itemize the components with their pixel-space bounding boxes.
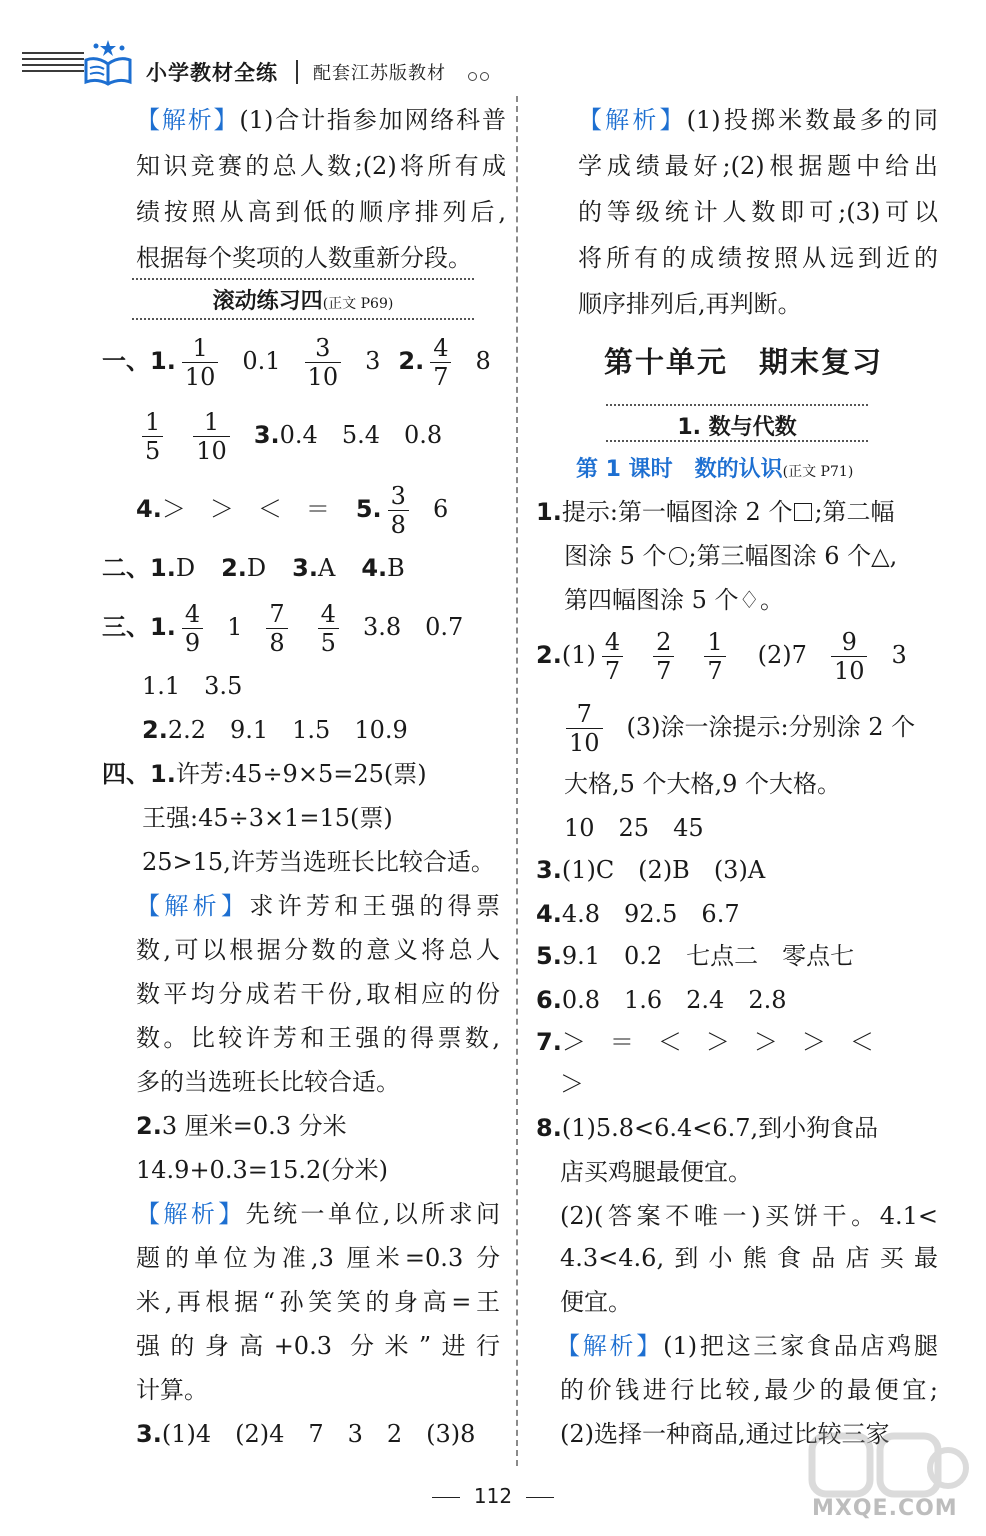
answer-line: 1.提示:第一幅图涂 2 个 ;第二幅 — [536, 498, 895, 526]
answer-line: 4.＞ ＞ ＜ ＝ 5. $\frac{3}{8}$ 6 — [136, 482, 449, 539]
answer-line: 便宜。 — [560, 1288, 632, 1316]
subsection-rule-top — [606, 404, 868, 406]
answer-line: 一、1. $\frac{1}{10}$ 0.1 $\frac{3}{10}$ 3 2. $\frac{4}{7}$ 8 — [102, 334, 491, 391]
answer-line: 3.(1)4 (2)4 7 3 2 (3)8 — [136, 1420, 476, 1448]
lesson-title: 第 1 课时 数的认识(正文 P71) — [576, 457, 854, 482]
section-rule-top — [132, 278, 474, 280]
column-divider — [516, 96, 518, 1466]
watermark-text: MXQE.COM — [812, 1496, 958, 1521]
answer-line: 1.1 3.5 — [142, 672, 243, 700]
analysis-line: 米,再根据“孙笑笑的身高=王 — [136, 1288, 500, 1316]
answer-line: 6.0.8 1.6 2.4 2.8 — [536, 986, 787, 1014]
header-subtitle: 配套江苏版教材 — [313, 63, 446, 84]
header-dots — [468, 66, 492, 85]
answer-line: 3.(1)C (2)B (3)A — [536, 856, 766, 884]
section-rule-bottom — [132, 318, 474, 320]
answer-line: 四、1.许芳:45÷9×5=25(票) — [102, 760, 427, 788]
analysis-line: 【解析】(1)投掷米数最多的同 — [578, 106, 939, 134]
analysis-line: 数,可以根据分数的意义将总人 — [136, 936, 500, 964]
answer-line: 4.3<4.6,到小熊食品店买最 — [560, 1244, 938, 1272]
answer-line: $\frac{1}{5}$ $\frac{1}{10}$ 3.0.4 5.4 0.8 — [136, 410, 442, 463]
analysis-line: 【解析】(1)合计指参加网络科普 — [136, 106, 507, 134]
analysis-line: 根据每个奖项的人数重新分段。 — [136, 244, 472, 272]
answer-line: 三、1. $\frac{4}{9}$ 1 $\frac{7}{8}$ $\frac{4}{5}$ 3.8 0.7 — [102, 600, 464, 657]
subsection-title: 1. 数与代数 — [677, 415, 797, 440]
answer-line: 2.(1) $\frac{4}{7}$ $\frac{2}{7}$ $\frac{1}{7}$ (2)7 $\frac{9}{10}$ 3 — [536, 628, 907, 685]
answer-line: 大格,5 个大格,9 个大格。 — [564, 770, 842, 798]
analysis-line: 顺序排列后,再判断。 — [578, 290, 802, 318]
analysis-line: 强的身高+0.3 分米”进行 — [136, 1332, 500, 1360]
analysis-line: 多的当选班长比较合适。 — [136, 1068, 400, 1096]
answer-line: 5.9.1 0.2 七点二 零点七 — [536, 942, 855, 970]
analysis-line: 的等级统计人数即可;(3)可以 — [578, 198, 938, 226]
analysis-line: 的价钱进行比较,最少的最便宜; — [560, 1376, 938, 1404]
answer-line: 第四幅图涂 5 个♢。 — [564, 586, 785, 614]
analysis-line: 计算。 — [136, 1376, 208, 1404]
analysis-line: 题的单位为准,3 厘米=0.3 分 — [136, 1244, 500, 1272]
analysis-line: (2)选择一种商品,通过比较三家 — [560, 1420, 890, 1448]
square-icon — [794, 503, 812, 521]
subsection-rule-bottom — [606, 440, 868, 442]
answer-line: 图涂 5 个 ;第三幅图涂 6 个△, — [564, 542, 898, 570]
page-header — [0, 0, 986, 100]
answer-line: 10 25 45 — [564, 814, 704, 842]
header-lines — [22, 52, 84, 82]
answer-line: 8.(1)5.8<6.4<6.7,到小狗食品 — [536, 1114, 879, 1142]
answer-line: 2.3 厘米=0.3 分米 — [136, 1112, 347, 1140]
answer-line: 店买鸡腿最便宜。 — [560, 1158, 752, 1186]
analysis-line: 绩按照从高到低的顺序排列后, — [136, 198, 506, 226]
circle-icon — [669, 547, 687, 565]
analysis-line: 【解析】先统一单位,以所求问 — [136, 1200, 500, 1228]
section-title: 滚动练习四(正文 P69) — [212, 289, 394, 314]
answer-line: 2.2.2 9.1 1.5 10.9 — [142, 716, 408, 744]
analysis-line: 知识竞赛的总人数;(2)将所有成 — [136, 152, 506, 180]
answer-line: 14.9+0.3=15.2(分米) — [136, 1156, 388, 1184]
answer-line: 25>15,许芳当选班长比较合适。 — [142, 848, 495, 876]
analysis-line: 将所有的成绩按照从远到近的 — [578, 244, 938, 272]
header-separator — [296, 60, 298, 84]
analysis-line: 【解析】求许芳和王强的得票 — [136, 892, 501, 920]
page-number: 112 — [473, 1484, 513, 1508]
answer-line: ＞ — [560, 1070, 584, 1098]
analysis-line: 数平均分成若干份,取相应的份 — [136, 980, 500, 1008]
analysis-line: 数。比较许芳和王强的得票数, — [136, 1024, 500, 1052]
answer-line: 二、1.D 2.D 3.A 4.B — [102, 554, 405, 582]
answer-line: 7.＞ ＝ ＜ ＞ ＞ ＞ ＜ — [536, 1028, 874, 1056]
analysis-line: 学成绩最好;(2)根据题中给出 — [578, 152, 938, 180]
answer-line: $\frac{7}{10}$ (3)涂一涂提示:分别涂 2 个 — [560, 702, 915, 755]
unit-title: 第十单元 期末复习 — [604, 345, 884, 379]
analysis-line: 【解析】(1)把这三家食品店鸡腿 — [556, 1332, 938, 1360]
answer-line: 4.4.8 92.5 6.7 — [536, 900, 740, 928]
answer-line: (2)(答案不唯一)买饼干。4.1< — [560, 1202, 938, 1230]
header-title: 小学教材全练 — [146, 61, 278, 85]
answer-line: 王强:45÷3×1=15(票) — [142, 804, 393, 832]
book-logo-icon — [82, 38, 134, 88]
